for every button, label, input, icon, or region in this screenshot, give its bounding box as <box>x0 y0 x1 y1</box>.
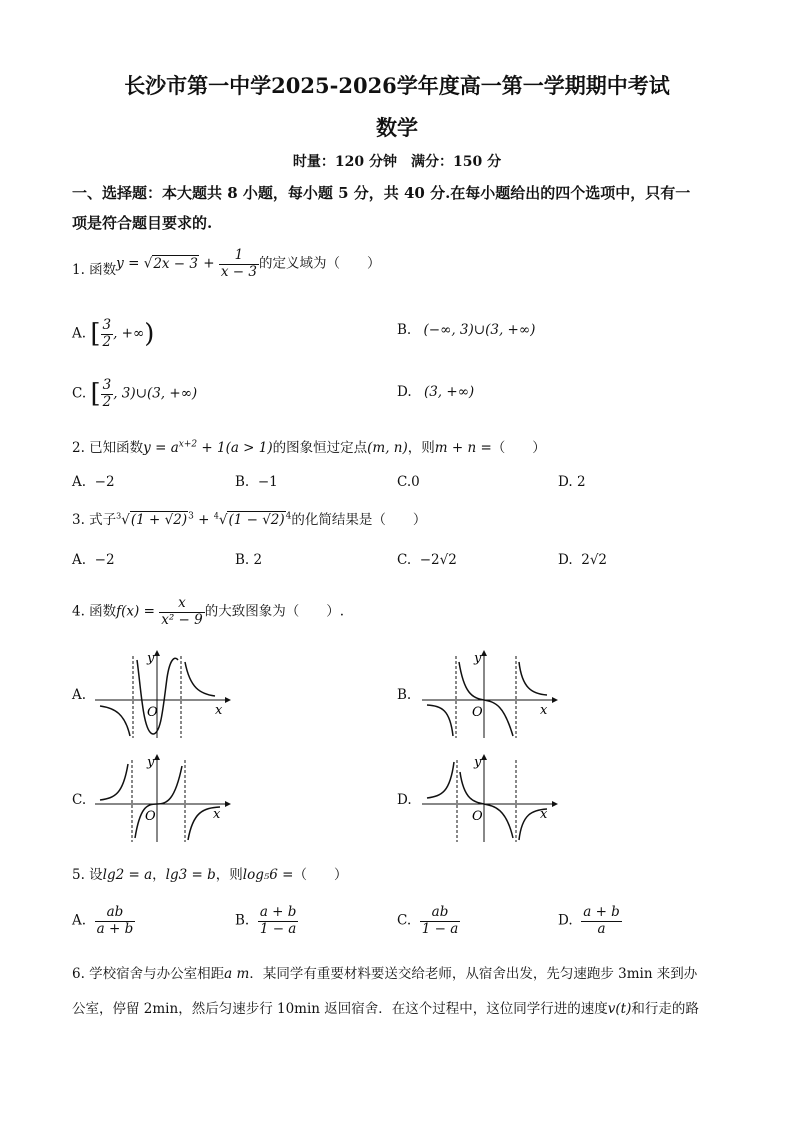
curve-left <box>100 706 130 736</box>
q1-suffix: 的定义域为（ ） <box>259 255 381 272</box>
q4-prefix: 4. 函数 <box>72 603 117 620</box>
question-2 <box>72 436 546 456</box>
q1-option-c-den: 2 <box>102 393 112 410</box>
q1-option-a-label: A. <box>72 325 87 342</box>
y-axis-arrow <box>481 650 487 656</box>
q5-option-b-num: a + b <box>259 904 297 920</box>
q5-option-b[interactable] <box>235 905 298 937</box>
curve-left <box>427 705 453 736</box>
q1-option-d[interactable] <box>397 384 474 400</box>
q6-line1-m: a m <box>224 966 250 982</box>
q4-func: f(x) = <box>116 603 160 620</box>
q1-frac-num: 1 <box>219 248 259 265</box>
curve-middle <box>459 662 513 736</box>
q4-option-c-label: C. <box>72 792 87 808</box>
q1-sqrt-inner: 2x − 3 <box>153 255 198 272</box>
q1-option-c-num: 3 <box>102 377 112 393</box>
q4-graph-b[interactable] <box>412 648 562 740</box>
q6-line1-b: ．某同学有重要材料要送交给老师，从宿舍出发，先匀速跑步 3min 来到办 <box>249 966 698 982</box>
q3-option-a[interactable] <box>72 552 115 568</box>
question-6-line1 <box>72 962 697 982</box>
q2-option-a[interactable] <box>72 474 115 490</box>
q2-option-d-label: D. <box>558 474 573 490</box>
q1-option-d-value: (3, +∞) <box>423 384 475 400</box>
q1-option-a[interactable]: A. [ $\frac{3}{2}$ , +∞) <box>72 317 155 350</box>
q3-option-c[interactable] <box>397 552 457 568</box>
x-label: x <box>540 807 548 822</box>
q1-fraction <box>219 248 259 280</box>
q3-option-b[interactable] <box>235 552 262 568</box>
q1-option-a-rest: , +∞ <box>113 325 145 342</box>
q3-inner-1: (1 + √2) <box>130 512 188 528</box>
q3-power-1: 3 <box>188 511 194 522</box>
curve-left <box>427 762 454 798</box>
q3-plus: + <box>193 512 214 528</box>
q5-then: ，则 <box>215 867 243 883</box>
q5-option-c-num: ab <box>420 905 461 922</box>
x-axis-arrow <box>225 697 231 703</box>
q1-option-c-rest: , 3)∪(3, +∞) <box>113 385 198 402</box>
question-4 <box>72 596 344 628</box>
q2-then: ，则 <box>407 440 435 456</box>
q2-prefix: 2. 已知函数 <box>72 440 144 456</box>
curve-middle <box>135 766 182 838</box>
q2-func-rest: + 1(a > 1) <box>197 440 273 456</box>
question-1: 1. 函数y = √2x − 3 + $\frac{1}{x - 3}$ 的定义域为（ ） <box>72 247 381 280</box>
q1-option-d-label: D. <box>397 384 412 400</box>
q5-option-b-den: 1 − a <box>259 920 297 937</box>
q1-option-c-frac <box>101 378 114 410</box>
q1-option-a-den: 2 <box>102 333 112 350</box>
q1-frac-den: x − 3 <box>220 263 258 280</box>
q1-option-c[interactable]: C. [ $\frac{3}{2}$ , 3)∪(3, +∞) <box>72 377 198 410</box>
x-axis-arrow <box>552 697 558 703</box>
q4-option-a-label: A. <box>72 687 87 703</box>
q4-frac-den: x² − 9 <box>161 611 203 628</box>
question-3: 3. 式子$^3√(1 + √2)^3 + ^4√(1 - √2)^4$的化简结果是（ ） <box>72 511 427 528</box>
q5-option-d[interactable] <box>558 905 622 937</box>
x-label: x <box>213 807 221 822</box>
y-axis-arrow <box>154 650 160 656</box>
curve-right <box>185 662 215 696</box>
q2-option-b-value: −1 <box>257 474 278 490</box>
origin-label: O <box>472 705 483 720</box>
q5-option-b-label: B. <box>235 912 250 929</box>
q5-option-d-frac <box>581 905 622 937</box>
y-label: y <box>147 651 155 666</box>
q2-suffix: （ ） <box>491 440 546 456</box>
q3-option-a-label: A. <box>72 552 87 568</box>
q4-suffix: 的大致图象为（ ）. <box>204 603 345 620</box>
q1-option-b[interactable] <box>397 322 535 338</box>
q4-graph-c[interactable] <box>85 752 235 844</box>
y-label: y <box>474 651 482 666</box>
x-axis-arrow <box>552 801 558 807</box>
q5-option-d-den: a <box>597 920 606 937</box>
exam-title: 长沙市第一中学2025-2026学年度高一第一学期期中考试 <box>124 73 670 98</box>
origin-label: O <box>145 809 156 824</box>
q4-option-b-label: B. <box>397 687 412 703</box>
q3-option-d[interactable] <box>558 552 607 568</box>
q2-option-c[interactable] <box>397 474 420 490</box>
q6-line2-b: 和行走的路 <box>631 1001 699 1017</box>
question-6-line2 <box>72 997 699 1017</box>
q2-option-a-label: A. <box>72 474 87 490</box>
q2-option-b[interactable] <box>235 474 278 490</box>
q1-option-a-num: 3 <box>102 317 112 333</box>
q6-line1-a: 6. 学校宿舍与办公室相距 <box>72 966 225 982</box>
q5-expr: log₅6 = <box>242 867 294 883</box>
q5-option-c[interactable] <box>397 905 460 937</box>
q5-option-a-frac <box>95 905 136 937</box>
q3-option-b-label: B. <box>235 552 250 568</box>
q4-option-d[interactable] <box>397 792 412 808</box>
q5-prefix: 5. 设 <box>72 867 103 883</box>
q1-option-a-frac <box>101 318 114 350</box>
q1-plus: + <box>199 255 219 272</box>
y-label: y <box>147 755 155 770</box>
curve-right <box>519 662 547 695</box>
y-axis-arrow <box>154 754 160 760</box>
q2-mid: 的图象恒过定点 <box>272 440 368 456</box>
q2-func: y = a <box>143 440 179 456</box>
q3-power-2: 4 <box>285 511 292 522</box>
section-heading-line1: 一、选择题：本大题共 8 小题，每小题 5 分，共 40 分.在每小题给出的四个选项中，只有一 <box>72 184 691 202</box>
question-5 <box>72 863 347 883</box>
q2-option-b-label: B. <box>235 474 250 490</box>
q3-option-b-value: 2 <box>253 552 263 568</box>
section-heading-line2: 项是符合题目要求的. <box>72 214 213 232</box>
q3-prefix: 3. 式子 <box>72 512 117 528</box>
q1-prefix: 1. 函数 <box>72 262 117 279</box>
q2-option-d-value: 2 <box>576 474 586 490</box>
q2-option-c-label: C. <box>397 474 412 490</box>
q1-option-c-label: C. <box>72 385 87 402</box>
q3-option-c-value: −2√2 <box>419 552 457 568</box>
q3-index-2: 4 <box>213 511 219 521</box>
q5-sep: ， <box>152 867 166 883</box>
q4-fraction <box>159 596 205 628</box>
x-label: x <box>215 703 223 718</box>
x-axis-arrow <box>225 801 231 807</box>
origin-label: O <box>147 705 158 720</box>
origin-label: O <box>472 809 483 824</box>
q3-option-a-value: −2 <box>94 552 115 568</box>
q3-suffix: 的化简结果是（ ） <box>291 512 427 528</box>
q5-option-a[interactable] <box>72 905 135 937</box>
q3-inner-2: (1 − √2) <box>228 512 285 528</box>
exam-info: 时量：120 分钟 满分：150 分 <box>292 154 502 170</box>
subject-title: 数学 <box>376 115 418 140</box>
q5-option-c-label: C. <box>397 912 412 929</box>
q5-option-a-num: ab <box>95 905 136 922</box>
q3-option-d-value: 2√2 <box>581 552 608 568</box>
q1-y: y = <box>116 255 144 272</box>
q5-suffix: （ ） <box>293 867 348 883</box>
q5-cond2: lg3 = b <box>165 867 216 883</box>
q2-option-c-value: 0 <box>411 474 420 490</box>
q4-option-a[interactable] <box>72 687 86 703</box>
q5-option-b-frac <box>258 905 299 937</box>
q3-option-d-label: D. <box>558 552 573 568</box>
q2-point: (m, n) <box>367 440 408 456</box>
q4-frac-num: x <box>159 596 205 613</box>
q5-option-d-label: D. <box>558 912 573 929</box>
q2-option-a-value: −2 <box>94 474 115 490</box>
q2-exp: x+2 <box>178 439 198 450</box>
q6-line2-m: v(t) <box>607 1001 632 1017</box>
curve-middle <box>460 772 513 838</box>
q4-option-d-label: D. <box>397 792 412 808</box>
y-label: y <box>474 755 482 770</box>
q5-cond1: lg2 = a <box>102 867 153 883</box>
q4-graph-a[interactable] <box>85 648 235 740</box>
y-axis-arrow <box>481 754 487 760</box>
q5-option-a-label: A. <box>72 912 87 929</box>
q5-option-c-den: 1 − a <box>421 920 459 937</box>
q1-option-b-label: B. <box>397 322 412 338</box>
q4-graph-d[interactable] <box>412 752 562 844</box>
q1-option-b-value: (−∞, 3)∪(3, +∞) <box>423 322 536 338</box>
q4-option-b[interactable] <box>397 687 411 703</box>
q6-line2-a: 公室，停留 2min，然后匀速步行 10min 返回宿舍．在这个过程中，这位同学行进的速度 <box>72 1001 608 1017</box>
q2-option-d[interactable] <box>558 474 586 490</box>
q3-index-1: 3 <box>116 511 122 521</box>
q5-option-d-num: a + b <box>583 904 620 920</box>
q5-option-a-den: a + b <box>96 920 134 937</box>
q5-option-c-frac <box>420 905 461 937</box>
q3-option-c-label: C. <box>397 552 412 568</box>
x-label: x <box>540 703 548 718</box>
q2-expr: m + n = <box>434 440 492 456</box>
curve-left <box>100 764 128 800</box>
